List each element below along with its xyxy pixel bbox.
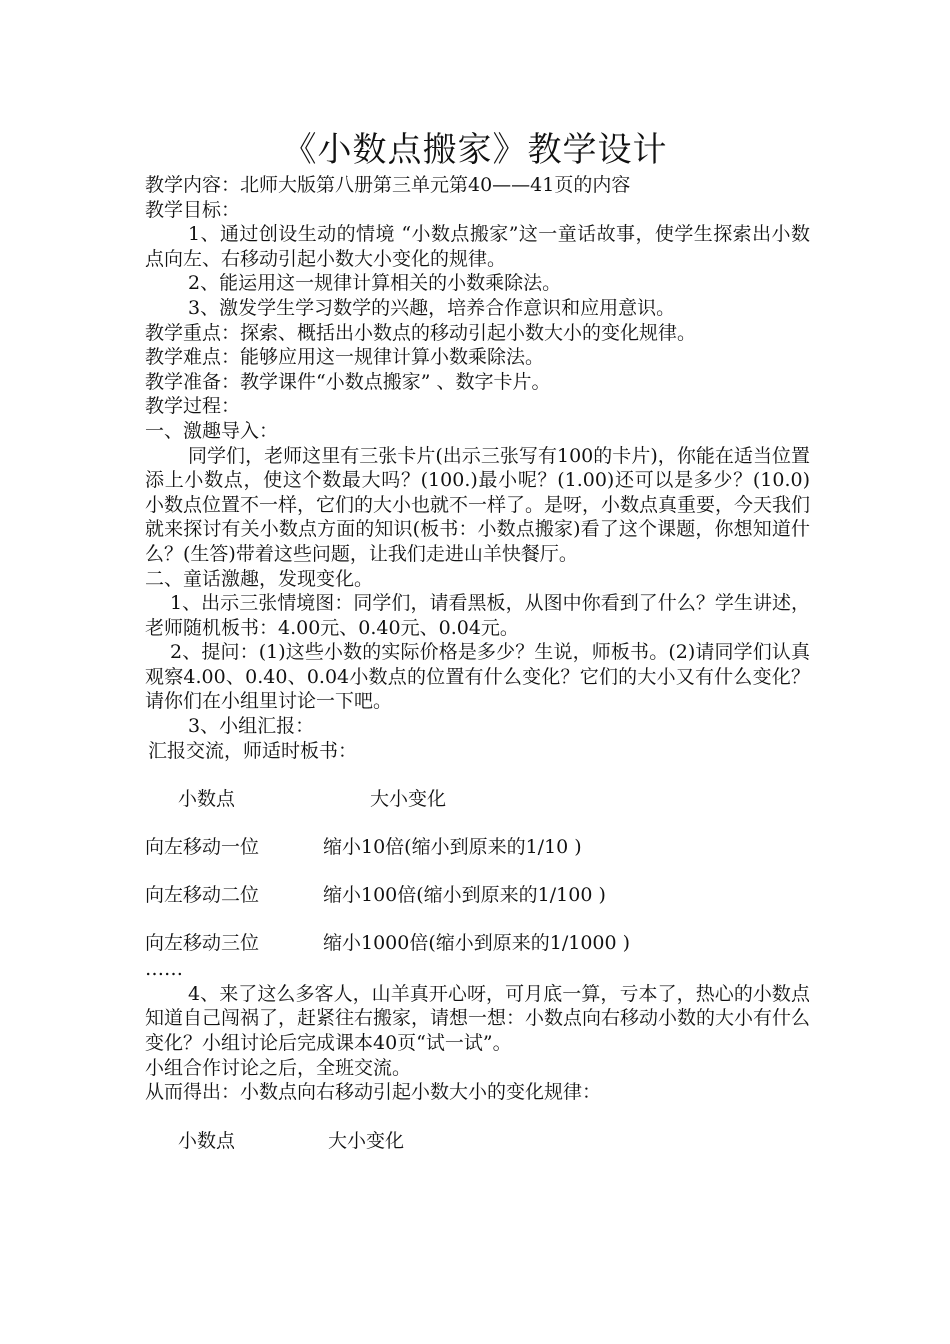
section-1-heading: 一、激趣导入： xyxy=(145,419,279,442)
goal-2: 2、能运用这一规律计算相关的小数乘除法。 xyxy=(188,272,562,295)
ellipsis: …… xyxy=(145,958,183,981)
row-change: 缩小10倍(缩小到原来的1/10 ) xyxy=(323,836,582,859)
teaching-content-line: 教学内容：北师大版第八册第三单元第40——41页的内容 xyxy=(145,174,631,196)
conclusion-line: 从而得出：小数点向右移动引起小数大小的变化规律： xyxy=(145,1081,602,1104)
table-1-col-size-change: 大小变化 xyxy=(370,788,447,811)
teaching-goals-label: 教学目标： xyxy=(145,198,241,221)
table-2-header xyxy=(145,1129,810,1154)
table-2-col-decimal-point: 小数点 xyxy=(178,1129,236,1152)
row-change: 缩小100倍(缩小到原来的1/100 ) xyxy=(323,884,606,907)
section-1-paragraph: 同学们，老师这里有三张卡片(出示三张写有100的卡片)，你能在适当位置添上小数点，使这个数最大吗？(100.)最小呢？(1.00)还可以是多少？(10.0)小数点位置不一样，它们的大小也就不一样了。是呀，小数点真重要，今天我们就来探讨有关小数点方面的知识(板书：小数点搬家)看了这个课题，你想知道什么？(生答)带着这些问题，让我们走进山羊快餐厅。 xyxy=(145,444,811,565)
row-move: 向左移动二位 xyxy=(145,884,260,907)
teaching-difficulty: 教学难点：能够应用这一规律计算小数乘除法。 xyxy=(145,346,545,369)
teaching-preparation: 教学准备：教学课件“小数点搬家” 、数字卡片。 xyxy=(145,370,551,393)
table-1-col-decimal-point: 小数点 xyxy=(178,788,236,811)
table-1-header xyxy=(145,787,810,812)
group-discussion-line: 小组合作讨论之后，全班交流。 xyxy=(145,1056,412,1079)
section-2-heading: 二、童话激趣，发现变化。 xyxy=(145,567,374,590)
table-row xyxy=(145,835,810,860)
goal-1: 1、通过创设生动的情境 “小数点搬家”这一童话故事，使学生探索出小数点向左、右移动引起小数大小变化的规律。 xyxy=(145,223,810,270)
section-2-step-3: 3、小组汇报： xyxy=(188,715,315,738)
teaching-process-label: 教学过程： xyxy=(145,395,241,418)
section-2-step-2: 2、提问：(1)这些小数的实际价格是多少？生说，师板书。(2)请同学们认真观察4.00、0.40、0.04小数点的位置有什么变化？它们的大小又有什么变化？请你们在小组里讨论一下吧。 xyxy=(145,641,810,713)
row-move: 向左移动一位 xyxy=(145,836,260,859)
row-change: 缩小1000倍(缩小到原来的1/1000 ) xyxy=(323,932,631,955)
section-2-step-4: 4、来了这么多客人，山羊真开心呀，可月底一算，亏本了，热心的小数点知道自己闯祸了，赶紧往右搬家，请想一想：小数点向右移动小数的大小有什么变化？小组讨论后完成课本40页“试一试”。 xyxy=(145,982,811,1055)
document-body xyxy=(145,173,810,1154)
section-2-step-1: 1、出示三张情境图：同学们，请看黑板，从图中你看到了什么？学生讲述，老师随机板书：4.00元、0.40元、0.04元。 xyxy=(145,592,810,639)
row-move: 向左移动三位 xyxy=(145,932,260,955)
table-row xyxy=(145,883,810,908)
table-row xyxy=(145,931,810,956)
teaching-key-point: 教学重点：探索、概括出小数点的移动引起小数大小的变化规律。 xyxy=(145,321,697,344)
report-line: 汇报交流，师适时板书： xyxy=(148,739,358,762)
table-2-col-size-change: 大小变化 xyxy=(328,1129,405,1152)
page-title: 《小数点搬家》教学设计 xyxy=(282,130,668,170)
goal-3: 3、激发学生学习数学的兴趣，培养合作意识和应用意识。 xyxy=(188,296,676,319)
